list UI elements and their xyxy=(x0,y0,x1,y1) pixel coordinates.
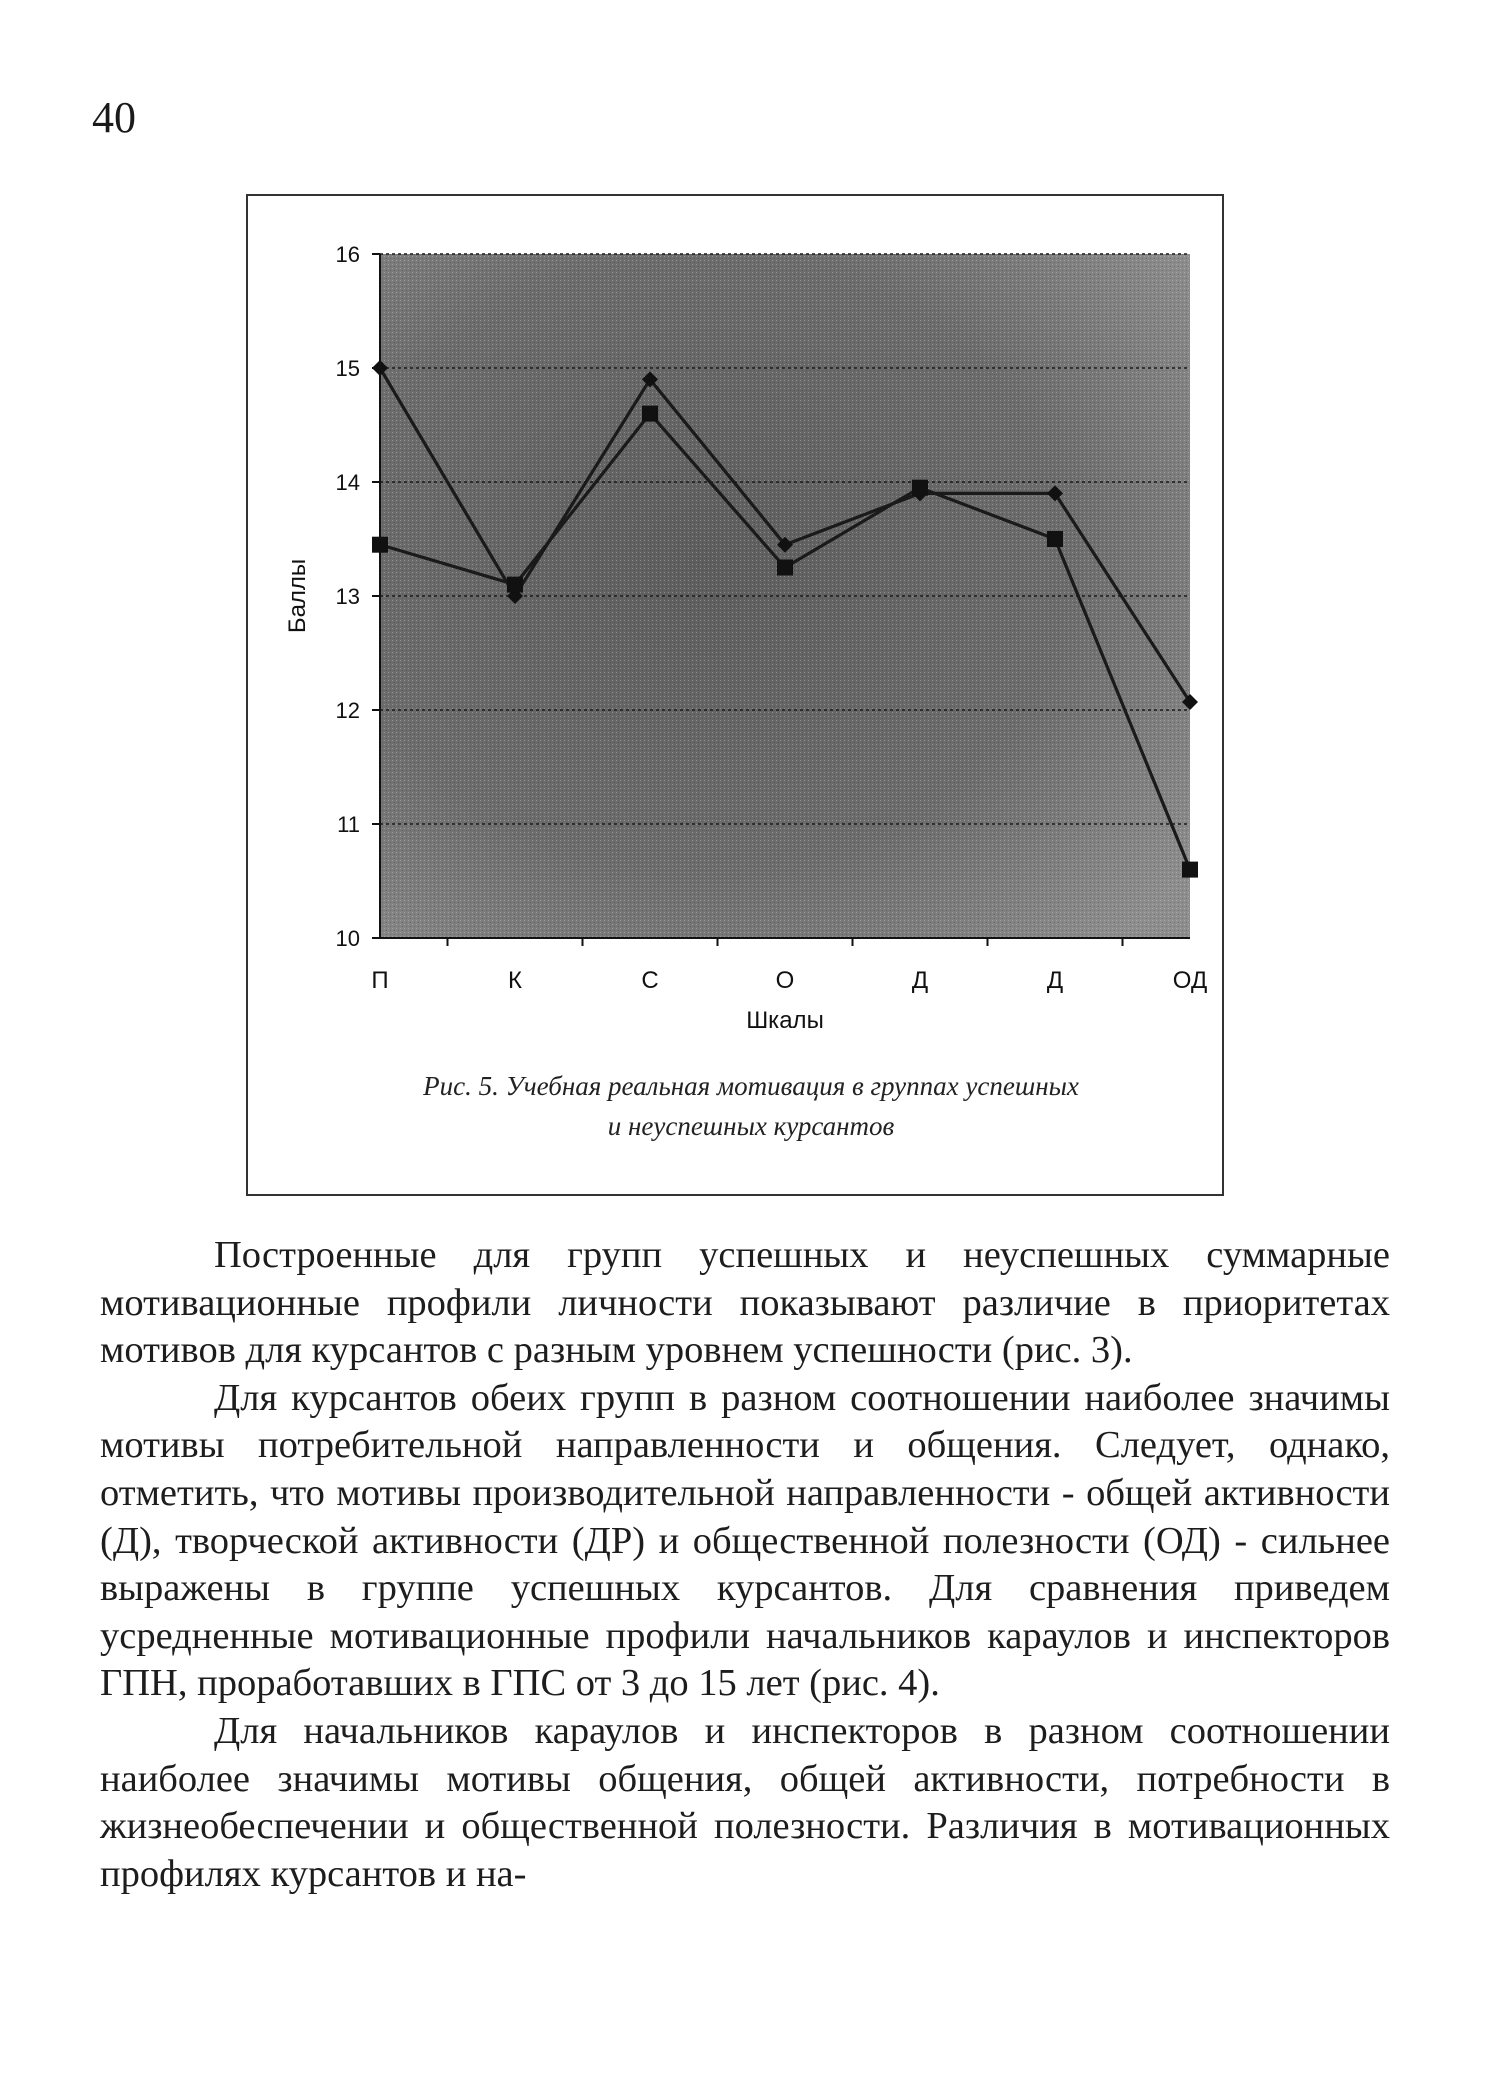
square-marker xyxy=(912,480,928,496)
paragraph: Для начальников караулов и инспекторов в разном соотношении наиболее значимы мотивы общения, общей активности, потребности в жизнеобеспечении и общественной полезности. Различия в мотивационных профилях курсантов и на- xyxy=(100,1709,1390,1895)
x-tick-label: О xyxy=(775,967,795,994)
square-marker xyxy=(1182,862,1198,878)
square-marker xyxy=(1047,531,1063,547)
y-tick-label: 10 xyxy=(335,926,360,951)
x-tick-label: П xyxy=(371,967,389,994)
square-marker xyxy=(777,560,793,576)
figure-frame xyxy=(246,194,1224,1196)
x-axis-title: Шкалы xyxy=(746,1007,824,1034)
y-axis-title: Баллы xyxy=(284,558,311,634)
y-tick-label: 16 xyxy=(335,242,360,267)
x-tick-label: С xyxy=(641,967,659,994)
body-text xyxy=(100,1232,1390,1898)
y-tick-label: 14 xyxy=(335,470,360,495)
figure-caption xyxy=(0,1066,1502,1146)
x-tick-label: ОД xyxy=(1172,967,1208,994)
square-marker xyxy=(507,577,523,593)
paragraph: Для курсантов обеих групп в разном соотношении наиболее значимы мотивы потребительной направленности и общения. Следует, однако, отметить, что мотивы производительной направленности - общей активности (Д), творческой активности (ДР) и общественной полезности (ОД) - сильнее выражены в группе успешных курсантов. Для сравнения приведем усредненные мотивационные профили начальников караулов и инспекторов ГПН, проработавших в ГПС от 3 до 15 лет (рис. 4). xyxy=(100,1376,1390,1705)
y-tick-label: 15 xyxy=(335,356,360,381)
caption-line-1: Рис. 5. Учебная реальная мотивация в группах успешных xyxy=(423,1071,1079,1101)
square-marker xyxy=(372,537,388,553)
y-tick-label: 11 xyxy=(337,812,360,837)
paragraph: Построенные для групп успешных и неуспешных суммарные мотивационные профили личности показывают различие в приоритетах мотивов для курсантов с разным уровнем успешности (рис. 3). xyxy=(100,1234,1390,1372)
y-tick-label: 12 xyxy=(335,698,360,723)
y-tick-label: 13 xyxy=(335,584,360,609)
x-tick-label: Д xyxy=(911,967,929,994)
line-chart xyxy=(248,196,1222,1194)
x-tick-label: Д xyxy=(1046,967,1064,994)
square-marker xyxy=(642,406,658,422)
page-number: 40 xyxy=(92,93,136,142)
caption-line-2: и неуспешных курсантов xyxy=(607,1111,895,1141)
x-tick-label: К xyxy=(508,967,522,994)
